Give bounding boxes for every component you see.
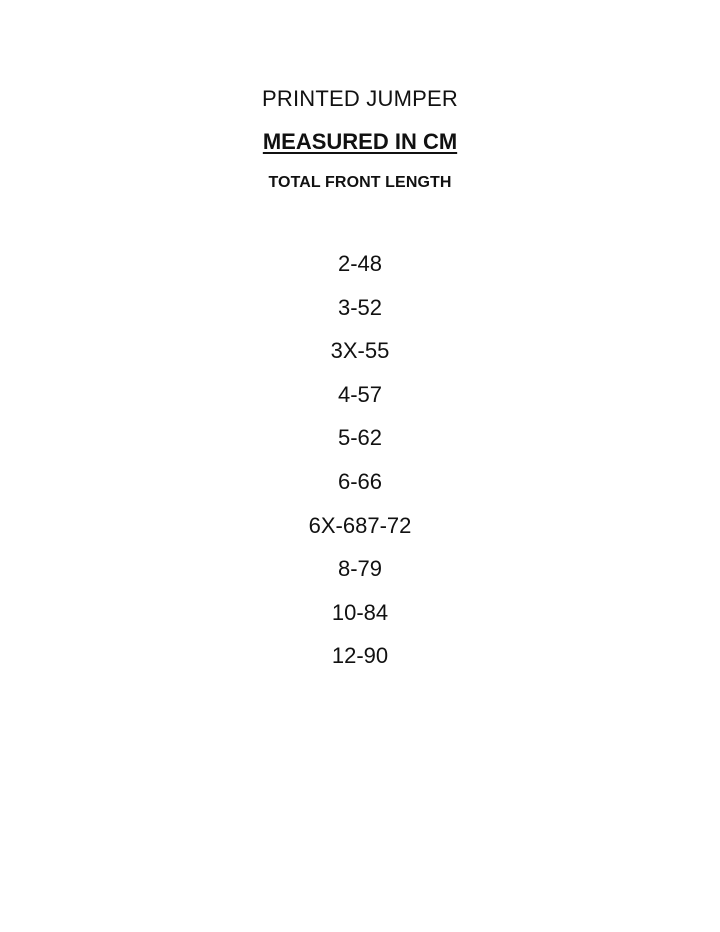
size-length-list [0,249,720,685]
document-title: PRINTED JUMPER [262,86,458,111]
section-heading: TOTAL FRONT LENGTH [268,174,452,191]
size-length-item: 2-48 [337,251,383,276]
size-length-item: 8-79 [337,556,383,582]
size-length-item: 6-66 [337,468,383,494]
size-length-item: 5-62 [337,425,383,451]
size-length-item: 3X-55 [330,338,390,364]
size-length-item: 6X-687-72 [308,512,412,538]
size-length-item: 12-90 [331,643,389,669]
size-length-item: 3-52 [337,294,383,320]
size-length-item: 10-84 [331,599,389,625]
size-length-item: 4-57 [337,381,383,407]
measurement-unit-heading: MEASURED IN CM [262,129,458,154]
